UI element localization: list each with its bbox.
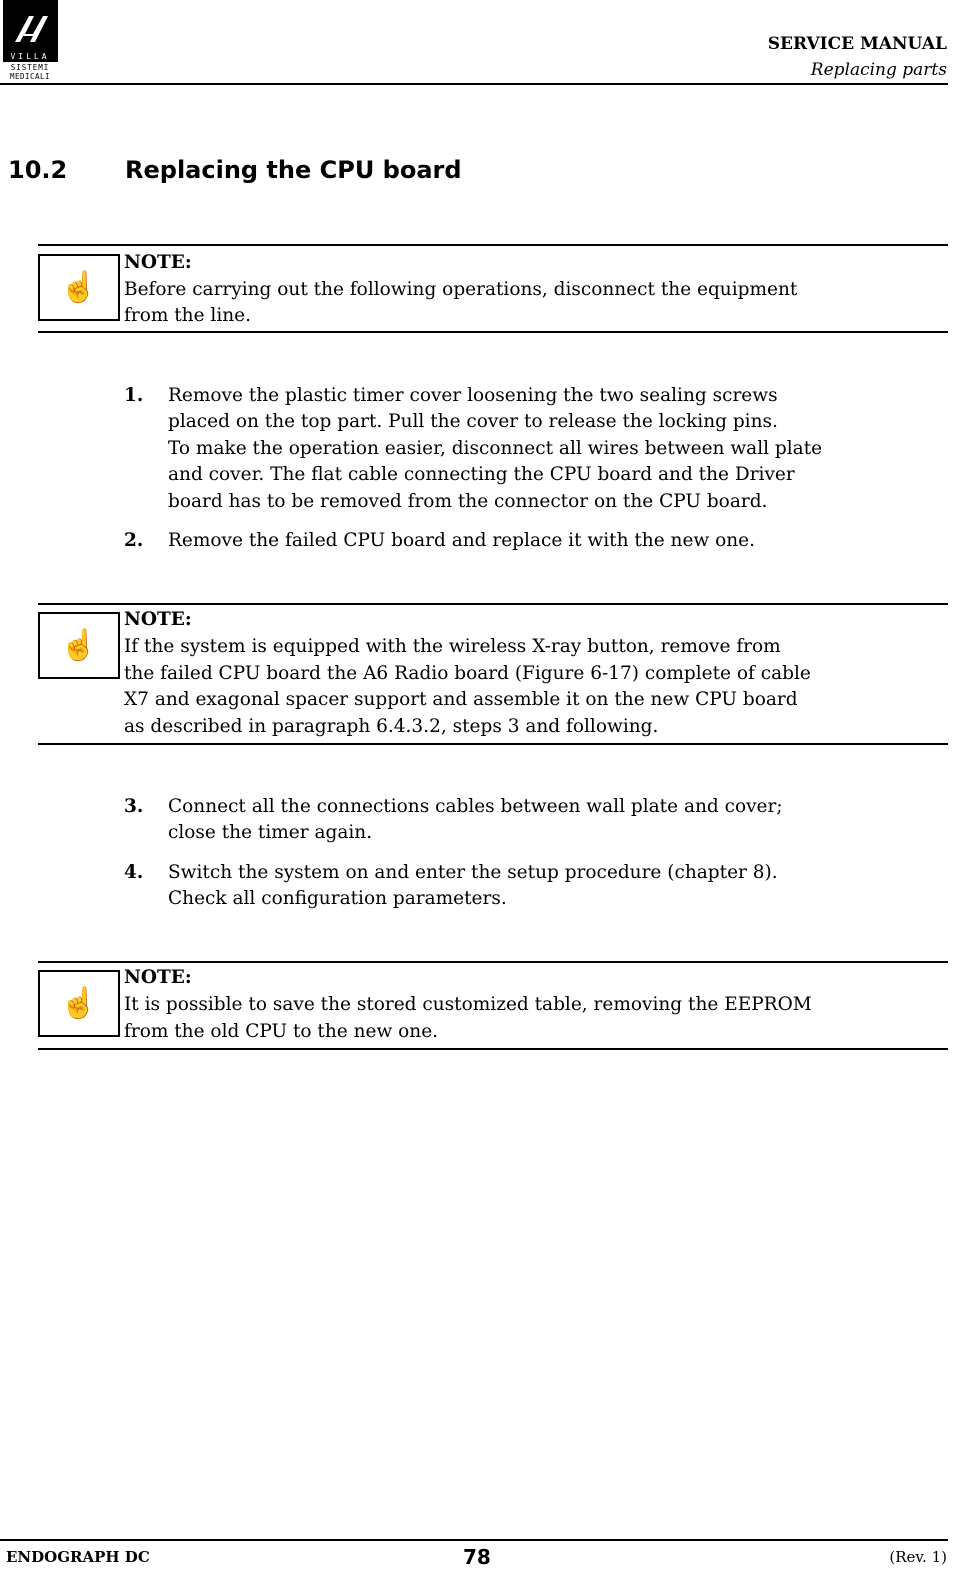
section-number: 10.2 (8, 156, 68, 184)
step-text: Remove the failed CPU board and replace it with the new one. (168, 530, 756, 551)
section-heading (8, 156, 462, 184)
note-label: NOTE: (124, 967, 192, 988)
step-number: 3. (124, 796, 144, 817)
pointing-hand-icon: ☝ (60, 628, 98, 663)
step-text: close the timer again. (168, 822, 373, 843)
note-rule-top (38, 961, 948, 963)
svg-text:MEDICALI: MEDICALI (9, 72, 51, 80)
note-rule-bottom (38, 1048, 948, 1050)
note-text: It is possible to save the stored customized table, removing the EEPROM (124, 994, 812, 1015)
note-text: Before carrying out the following operations, disconnect the equipment (124, 279, 798, 300)
note-rule-bottom (38, 331, 948, 333)
note-text: from the line. (124, 305, 252, 326)
pointing-hand-icon: ☝ (60, 986, 98, 1021)
note-text: the failed CPU board the A6 Radio board (Figure 6-17) complete of cable (124, 663, 811, 684)
step-number: 4. (124, 862, 144, 883)
pointing-hand-icon: ☝ (60, 270, 98, 305)
footer-revision: (Rev. 1) (889, 1548, 947, 1566)
note-icon-box (38, 970, 120, 1037)
header-title: SERVICE MANUAL (767, 34, 947, 54)
footer-rule (0, 1539, 948, 1541)
note-rule-top (38, 603, 948, 605)
svg-text:SISTEMI: SISTEMI (10, 63, 50, 72)
header-subtitle: Replacing parts (810, 60, 947, 80)
note-label: NOTE: (124, 252, 192, 273)
note-text: If the system is equipped with the wireless X-ray button, remove from (124, 636, 781, 657)
header-rule (0, 83, 948, 85)
section-title: Replacing the CPU board (125, 156, 462, 184)
note-text: as described in paragraph 6.4.3.2, steps 3 and following. (124, 716, 659, 737)
footer-product: ENDOGRAPH DC (6, 1548, 150, 1566)
note-rule-bottom (38, 743, 948, 745)
svg-text:VILLA: VILLA (10, 52, 50, 61)
step-text: Connect all the connections cables between wall plate and cover; (168, 796, 783, 817)
step-text: placed on the top part. Pull the cover to release the locking pins. (168, 411, 778, 432)
step-text: To make the operation easier, disconnect all wires between wall plate (168, 438, 823, 459)
step-text: Check all configuration parameters. (168, 888, 507, 909)
note-text: from the old CPU to the new one. (124, 1021, 439, 1042)
step-number: 1. (124, 385, 144, 406)
note-icon-box (38, 254, 120, 321)
villa-logo (3, 0, 58, 80)
step-text: Switch the system on and enter the setup procedure (chapter 8). (168, 862, 778, 883)
step-text: board has to be removed from the connector on the CPU board. (168, 491, 768, 512)
note-icon-box (38, 612, 120, 679)
step-number: 2. (124, 530, 144, 551)
note-rule-top (38, 244, 948, 246)
page-number: 78 (463, 1545, 491, 1569)
step-text: Remove the plastic timer cover loosening the two sealing screws (168, 385, 778, 406)
step-text: and cover. The flat cable connecting the CPU board and the Driver (168, 464, 795, 485)
note-text: X7 and exagonal spacer support and assemble it on the new CPU board (124, 689, 798, 710)
note-label: NOTE: (124, 609, 192, 630)
